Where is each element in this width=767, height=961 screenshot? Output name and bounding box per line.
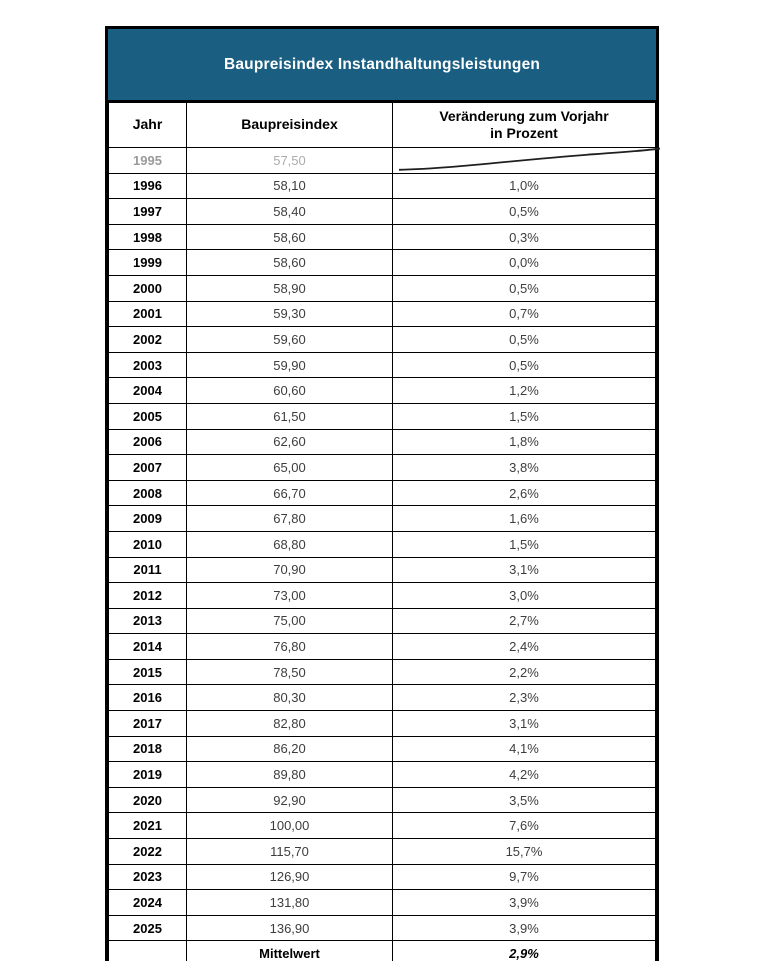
year-cell: 2020 xyxy=(109,787,187,813)
change-cell xyxy=(393,250,656,276)
change-value: 0,7% xyxy=(509,306,539,322)
change-value: 1,6% xyxy=(509,511,539,527)
data-table xyxy=(108,102,656,961)
change-cell xyxy=(393,224,656,250)
index-cell: 61,50 xyxy=(187,403,393,429)
index-cell: 58,90 xyxy=(187,275,393,301)
change-cell xyxy=(393,506,656,532)
index-cell: 89,80 xyxy=(187,762,393,788)
footer-row xyxy=(109,941,656,961)
table-row xyxy=(109,864,656,890)
change-value: 0,5% xyxy=(509,203,539,219)
year-cell: 1998 xyxy=(109,224,187,250)
year-cell: 1995 xyxy=(109,148,187,174)
change-cell xyxy=(393,480,656,506)
change-cell xyxy=(393,199,656,225)
year-cell: 2007 xyxy=(109,455,187,481)
year-cell: 2002 xyxy=(109,327,187,353)
change-cell xyxy=(393,736,656,762)
change-value: 4,1% xyxy=(509,741,539,757)
change-cell xyxy=(393,685,656,711)
table-header xyxy=(109,103,656,148)
table-row xyxy=(109,557,656,583)
index-cell: 57,50 xyxy=(187,148,393,174)
index-cell: 76,80 xyxy=(187,634,393,660)
change-value: 15,7% xyxy=(505,843,543,859)
index-cell: 115,70 xyxy=(187,839,393,865)
change-value: 3,8% xyxy=(509,459,539,475)
table-row xyxy=(109,250,656,276)
index-cell: 67,80 xyxy=(187,506,393,532)
change-cell xyxy=(393,583,656,609)
index-cell: 58,60 xyxy=(187,224,393,250)
change-cell xyxy=(393,634,656,660)
table-row xyxy=(109,301,656,327)
change-value: 1,5% xyxy=(509,536,539,552)
year-cell: 2003 xyxy=(109,352,187,378)
year-cell: 2023 xyxy=(109,864,187,890)
change-cell xyxy=(393,890,656,916)
index-cell: 58,10 xyxy=(187,173,393,199)
change-value: 2,4% xyxy=(509,639,539,655)
table-row xyxy=(109,736,656,762)
change-value: 0,0% xyxy=(509,255,539,271)
change-cell xyxy=(393,148,656,174)
change-value: 3,1% xyxy=(509,562,539,578)
table-row xyxy=(109,531,656,557)
change-value: 0,5% xyxy=(509,331,539,347)
title-banner xyxy=(108,29,656,102)
table-row xyxy=(109,173,656,199)
table-row xyxy=(109,429,656,455)
index-cell: 59,30 xyxy=(187,301,393,327)
table-row xyxy=(109,839,656,865)
index-cell: 131,80 xyxy=(187,890,393,916)
index-cell: 92,90 xyxy=(187,787,393,813)
table-row xyxy=(109,275,656,301)
table-row xyxy=(109,327,656,353)
year-cell: 1999 xyxy=(109,250,187,276)
change-cell xyxy=(393,915,656,941)
table-footer xyxy=(109,941,656,961)
year-cell: 2015 xyxy=(109,659,187,685)
table-row xyxy=(109,762,656,788)
change-cell xyxy=(393,378,656,404)
year-cell: 1997 xyxy=(109,199,187,225)
change-cell xyxy=(393,173,656,199)
column-header-change xyxy=(393,103,656,148)
change-cell xyxy=(393,352,656,378)
year-cell: 2018 xyxy=(109,736,187,762)
year-cell: 2000 xyxy=(109,275,187,301)
index-cell: 80,30 xyxy=(187,685,393,711)
year-cell: 2004 xyxy=(109,378,187,404)
table-row xyxy=(109,608,656,634)
change-value: 3,1% xyxy=(509,715,539,731)
year-cell: 2019 xyxy=(109,762,187,788)
change-cell xyxy=(393,839,656,865)
change-cell xyxy=(393,455,656,481)
change-value: 1,0% xyxy=(509,178,539,194)
table-row xyxy=(109,685,656,711)
index-cell: 73,00 xyxy=(187,583,393,609)
change-value: 4,2% xyxy=(509,767,539,783)
change-value: 0,5% xyxy=(509,357,539,373)
change-cell xyxy=(393,659,656,685)
change-value: 3,9% xyxy=(509,920,539,936)
index-cell: 59,60 xyxy=(187,327,393,353)
year-cell: 2024 xyxy=(109,890,187,916)
change-cell xyxy=(393,429,656,455)
change-cell xyxy=(393,711,656,737)
price-index-table xyxy=(105,26,659,961)
table-row xyxy=(109,915,656,941)
table-row xyxy=(109,224,656,250)
index-cell: 62,60 xyxy=(187,429,393,455)
change-value: 1,2% xyxy=(509,383,539,399)
change-value: 7,6% xyxy=(509,818,539,834)
change-cell xyxy=(393,608,656,634)
index-cell: 59,90 xyxy=(187,352,393,378)
table-row xyxy=(109,813,656,839)
year-cell: 2017 xyxy=(109,711,187,737)
change-value: 9,7% xyxy=(509,869,539,885)
year-cell: 2010 xyxy=(109,531,187,557)
change-value: 1,5% xyxy=(509,408,539,424)
year-cell: 2016 xyxy=(109,685,187,711)
year-cell: 2014 xyxy=(109,634,187,660)
table-row xyxy=(109,506,656,532)
table-row xyxy=(109,787,656,813)
table-row xyxy=(109,378,656,404)
change-value: 3,9% xyxy=(509,895,539,911)
change-value: 0,5% xyxy=(509,280,539,296)
index-cell: 100,00 xyxy=(187,813,393,839)
table-row xyxy=(109,480,656,506)
table-row xyxy=(109,583,656,609)
index-cell: 136,90 xyxy=(187,915,393,941)
header-row xyxy=(109,103,656,148)
change-cell xyxy=(393,787,656,813)
index-cell: 58,60 xyxy=(187,250,393,276)
table-row xyxy=(109,352,656,378)
index-cell: 68,80 xyxy=(187,531,393,557)
year-cell: 2012 xyxy=(109,583,187,609)
mittelwert-label: Mittelwert xyxy=(187,941,393,961)
change-value: 3,5% xyxy=(509,792,539,808)
change-cell xyxy=(393,327,656,353)
table-row xyxy=(109,659,656,685)
index-cell: 70,90 xyxy=(187,557,393,583)
table-row xyxy=(109,890,656,916)
change-cell xyxy=(393,301,656,327)
table-row xyxy=(109,634,656,660)
change-cell xyxy=(393,275,656,301)
year-cell: 2013 xyxy=(109,608,187,634)
year-cell: 2001 xyxy=(109,301,187,327)
change-value: 3,0% xyxy=(509,587,539,603)
index-cell: 86,20 xyxy=(187,736,393,762)
table-row xyxy=(109,403,656,429)
column-header-change-line1: Veränderung zum Vorjahr xyxy=(439,107,609,124)
column-header-index: Baupreisindex xyxy=(187,103,393,148)
change-cell xyxy=(393,557,656,583)
year-cell: 2008 xyxy=(109,480,187,506)
change-value: 0,3% xyxy=(509,229,539,245)
year-cell: 2005 xyxy=(109,403,187,429)
mittelwert-value: 2,9% xyxy=(393,941,656,961)
diagonal-strikethrough-line xyxy=(393,148,655,173)
change-value: 1,8% xyxy=(509,434,539,450)
year-cell: 1996 xyxy=(109,173,187,199)
index-cell: 82,80 xyxy=(187,711,393,737)
index-cell: 58,40 xyxy=(187,199,393,225)
year-cell: 2011 xyxy=(109,557,187,583)
change-cell xyxy=(393,762,656,788)
change-value: 2,2% xyxy=(509,664,539,680)
change-cell xyxy=(393,403,656,429)
change-cell xyxy=(393,813,656,839)
table-row xyxy=(109,148,656,174)
column-header-year: Jahr xyxy=(109,103,187,148)
year-cell: 2025 xyxy=(109,915,187,941)
change-value: 2,3% xyxy=(509,690,539,706)
index-cell: 65,00 xyxy=(187,455,393,481)
table-body xyxy=(109,148,656,941)
index-cell: 60,60 xyxy=(187,378,393,404)
year-cell: 2006 xyxy=(109,429,187,455)
year-cell: 2009 xyxy=(109,506,187,532)
index-cell: 78,50 xyxy=(187,659,393,685)
table-row xyxy=(109,199,656,225)
year-cell: 2021 xyxy=(109,813,187,839)
change-value: 2,7% xyxy=(509,613,539,629)
year-cell: 2022 xyxy=(109,839,187,865)
table-title: Baupreisindex Instandhaltungsleistungen xyxy=(223,55,541,73)
index-cell: 66,70 xyxy=(187,480,393,506)
change-cell xyxy=(393,864,656,890)
change-value: 2,6% xyxy=(509,485,539,501)
table-row xyxy=(109,455,656,481)
change-cell xyxy=(393,531,656,557)
column-header-change-line2: in Prozent xyxy=(490,125,558,141)
index-cell: 75,00 xyxy=(187,608,393,634)
footer-empty-cell xyxy=(109,941,187,961)
index-cell: 126,90 xyxy=(187,864,393,890)
table-row xyxy=(109,711,656,737)
